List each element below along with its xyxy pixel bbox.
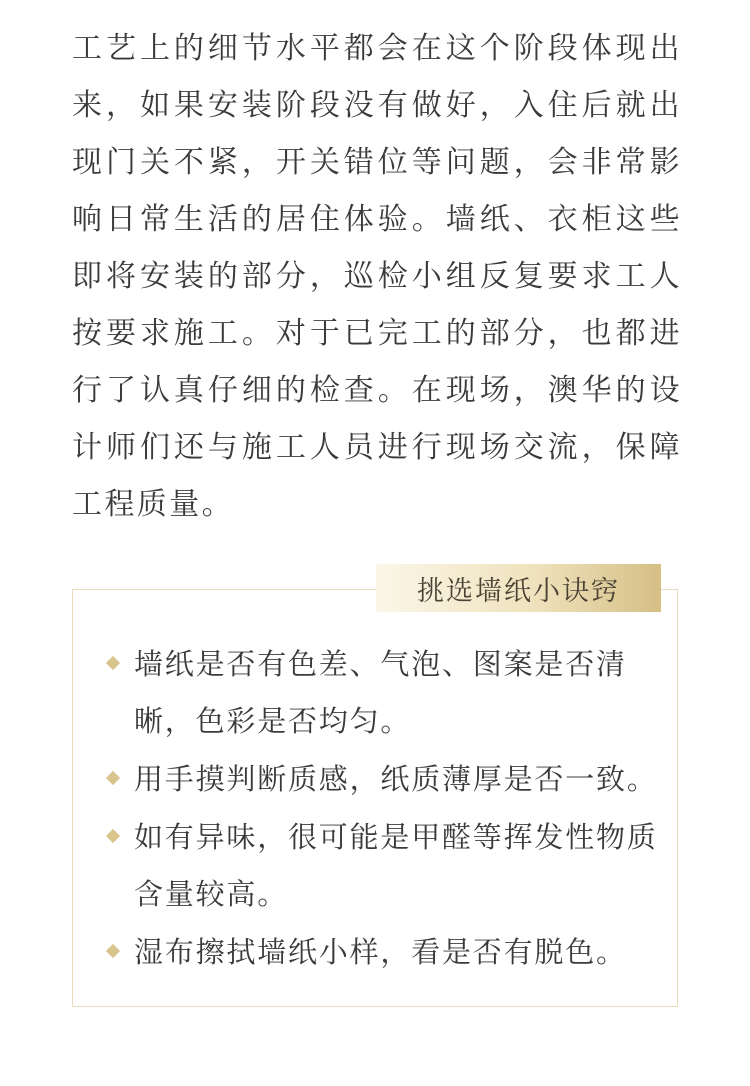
tip-text: 湿布擦拭墙纸小样，看是否有脱色。 xyxy=(134,935,627,969)
list-item xyxy=(100,636,660,750)
diamond-bullet-icon xyxy=(106,771,120,785)
diamond-bullet-icon xyxy=(106,944,120,958)
diamond-bullet-icon xyxy=(106,829,120,843)
article-paragraph: 工艺上的细节水平都会在这个阶段体现出来，如果安装阶段没有做好，入住后就出现门关不紧，开关错位等问题，会非常影响日常生活的居住体验。墙纸、衣柜这些即将安装的部分，巡检小组反复要求工人按要求施工。对于已完工的部分，也都进行了认真仔细的检查。在现场，澳华的设计师们还与施工人员进行现场交流，保障工程质量。 xyxy=(72,31,682,522)
tip-text: 如有异味，很可能是甲醛等挥发性物质含量较高。 xyxy=(134,820,658,911)
list-item xyxy=(100,924,660,981)
tips-title: 挑选墙纸小诀窍 xyxy=(376,564,661,612)
tip-text: 用手摸判断质感，纸质薄厚是否一致。 xyxy=(134,762,658,796)
tips-list xyxy=(100,636,660,981)
tip-text: 墙纸是否有色差、气泡、图案是否清晰，色彩是否均匀。 xyxy=(134,647,627,738)
list-item xyxy=(100,809,660,923)
diamond-bullet-icon xyxy=(106,656,120,670)
list-item xyxy=(100,751,660,808)
